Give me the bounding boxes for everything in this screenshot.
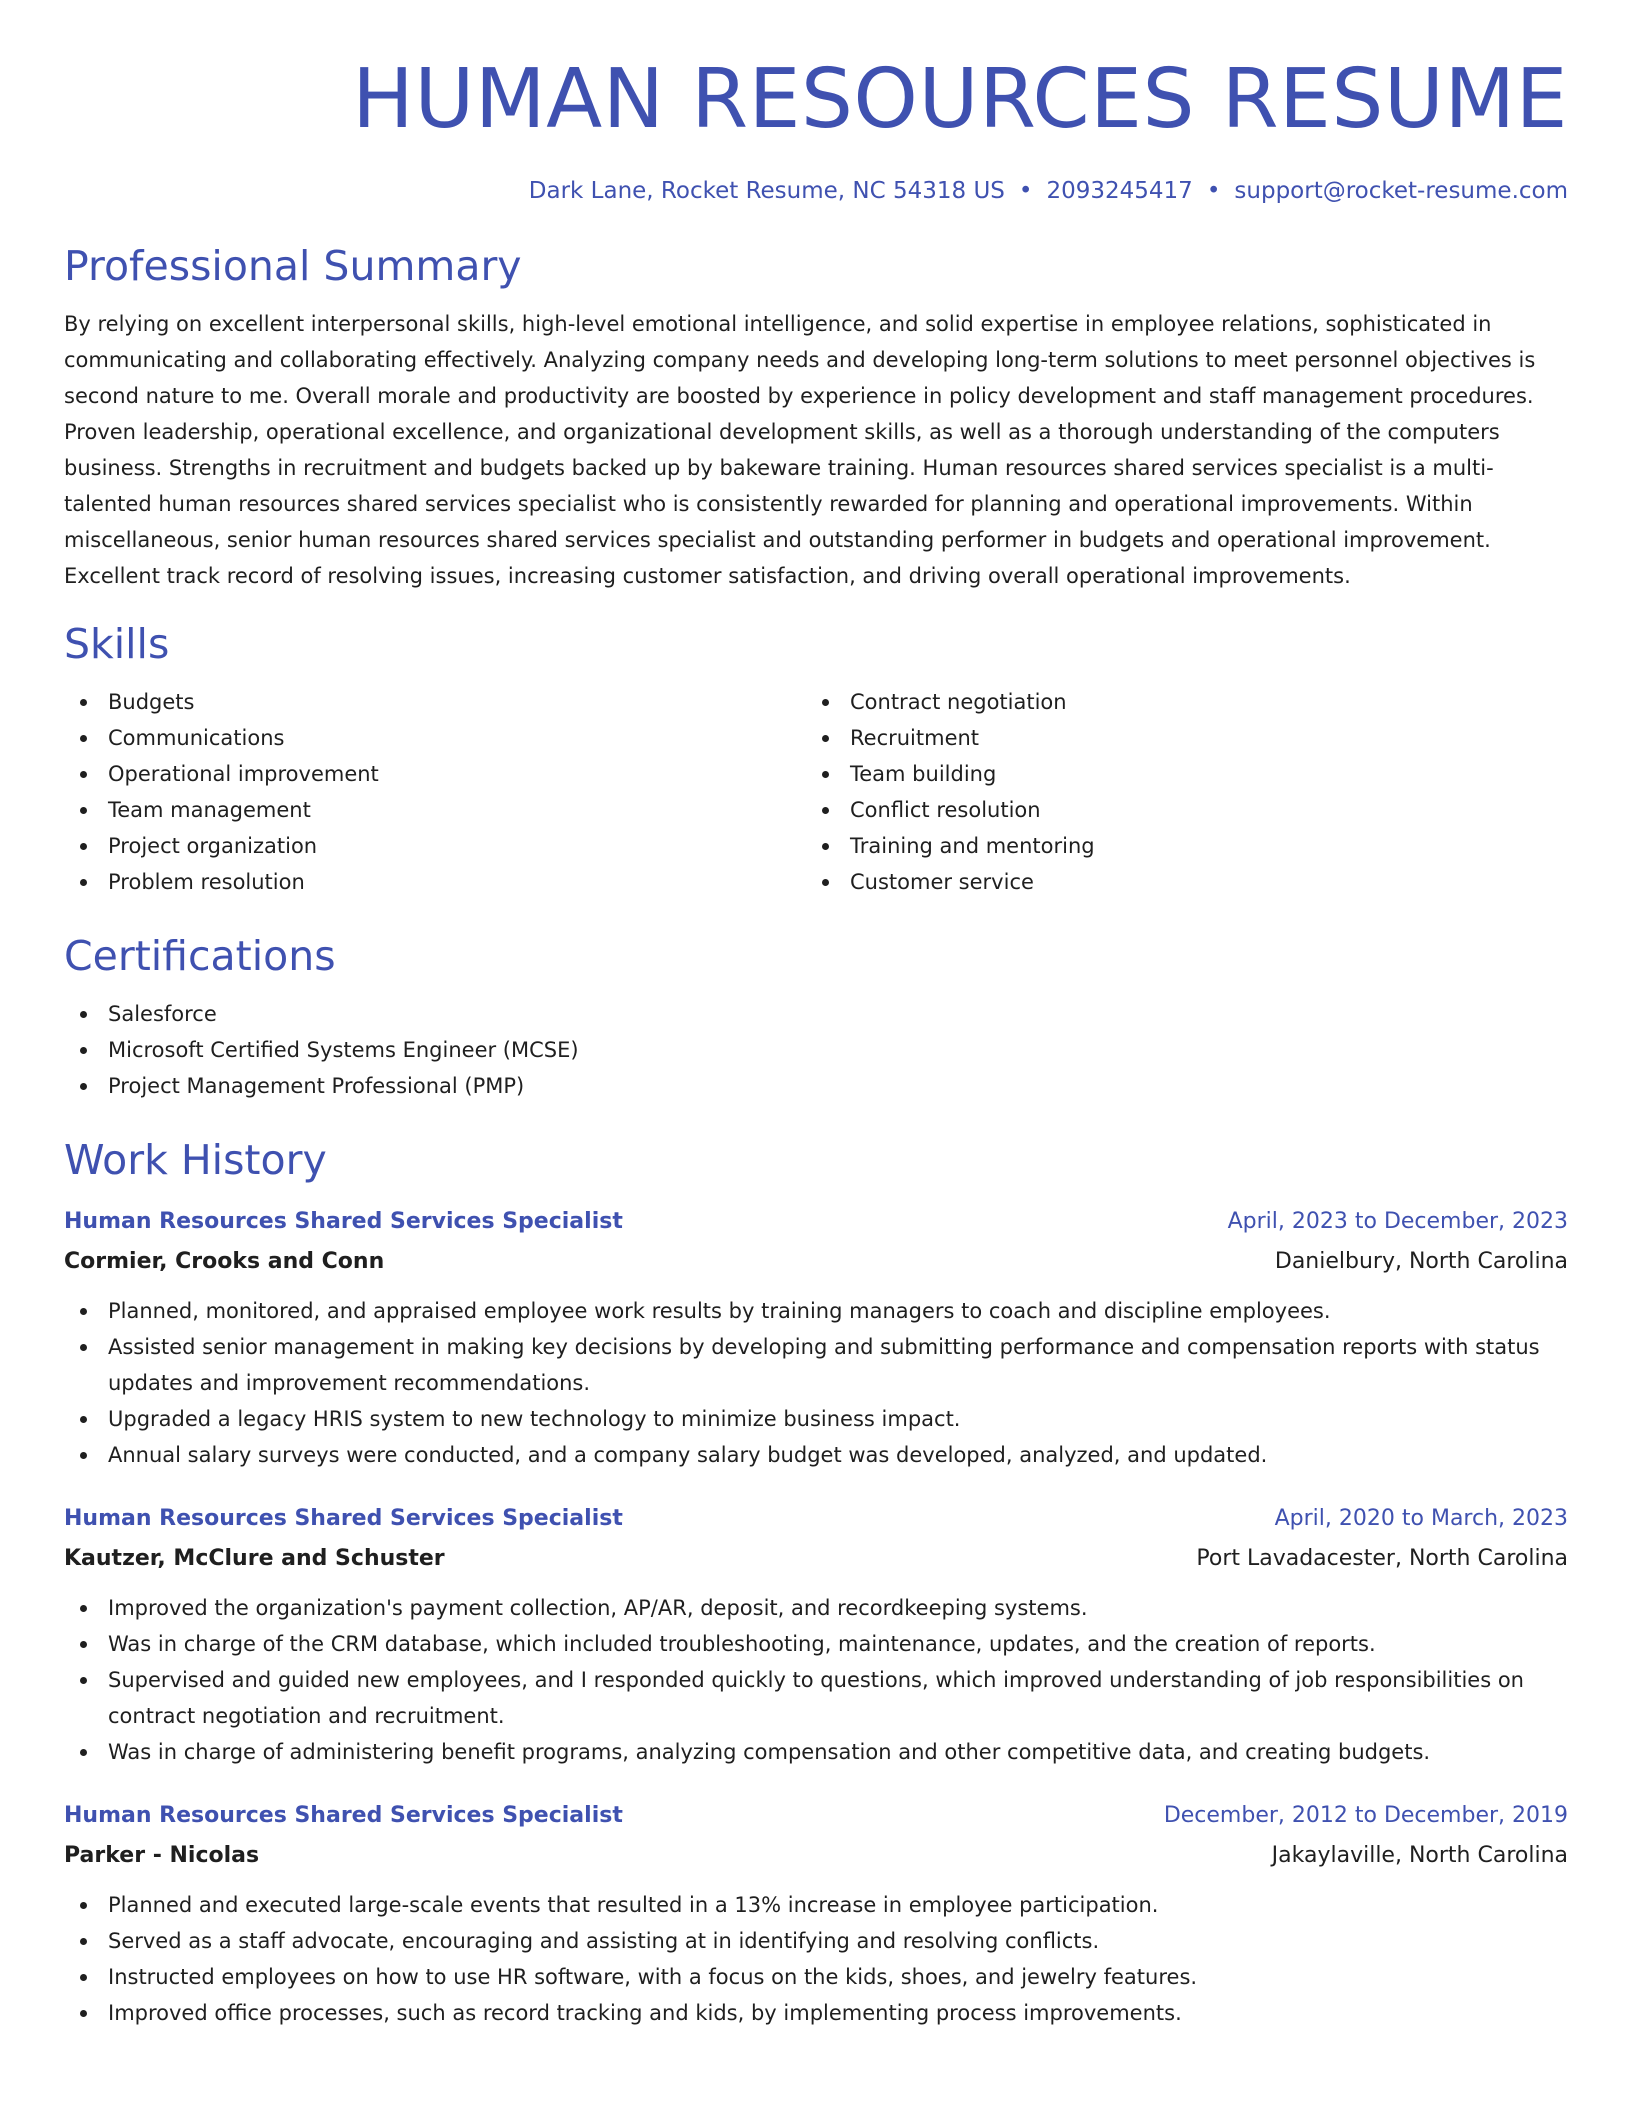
skill-item xyxy=(64,828,806,864)
contact-separator: • xyxy=(1206,178,1221,204)
job-bullet xyxy=(64,1995,1568,2031)
certifications-list xyxy=(64,996,1568,1104)
skill-item xyxy=(806,756,1548,792)
bullet-icon xyxy=(80,1344,87,1351)
work-history-heading: Work History xyxy=(64,1136,327,1184)
job-entry xyxy=(64,1796,1568,2031)
bullet-icon xyxy=(80,2010,87,2017)
certifications-heading: Certifications xyxy=(64,932,336,980)
contact-separator: • xyxy=(1018,178,1033,204)
skill-item xyxy=(806,828,1548,864)
job-bullet xyxy=(64,1959,1568,1995)
job-company: Kautzer, McClure and Schuster xyxy=(64,1546,445,1571)
job-title-row xyxy=(64,1499,1568,1539)
job-bullet-text: Annual salary surveys were conducted, and a company salary budget was developed, analyzed, and updated. xyxy=(108,1443,1268,1467)
contact-line xyxy=(64,176,1568,206)
bullet-icon xyxy=(822,735,829,742)
job-bullet xyxy=(64,1293,1568,1329)
job-location: Port Lavadacester, North Carolina xyxy=(1196,1546,1568,1571)
skill-item xyxy=(64,756,806,792)
bullet-icon xyxy=(822,771,829,778)
job-bullet xyxy=(64,1734,1568,1770)
job-bullet-text: Was in charge of the CRM database, which included troubleshooting, maintenance, updates, and the creation of reports. xyxy=(108,1632,1376,1656)
job-bullet xyxy=(64,1329,1568,1401)
skill-label: Conflict resolution xyxy=(850,798,1041,822)
job-bullet-text: Improved office processes, such as record tracking and kids, by implementing process improvements. xyxy=(108,2001,1182,2025)
job-bullet-text: Served as a staff advocate, encouraging and assisting at in identifying and resolving conflicts. xyxy=(108,1929,1100,1953)
skills-left-list xyxy=(64,684,806,900)
job-bullets xyxy=(64,1590,1568,1770)
summary-text: By relying on excellent interpersonal skills, high-level emotional intelligence, and solid expertise in employee relations, sophisticated in communicating and collaborating effectively. Analyzing company needs and developing long-term solutions to meet personnel objectives is second nature to me. Overall morale and productivity are boosted by experience in policy development and staff management procedures. Proven leadership, operational excellence, and organizational development skills, as well as a thorough understanding of the computers business. Strengths in recruitment and budgets backed up by bakeware training. Human resources shared services specialist is a multi-talented human resources shared services specialist who is consistently rewarded for planning and operational improvements. Within miscellaneous, senior human resources shared services specialist and outstanding performer in budgets and operational improvement. Excellent track record of resolving issues, increasing customer satisfaction, and driving overall operational improvements. xyxy=(64,312,1536,588)
contact-address: Dark Lane, Rocket Resume, NC 54318 US xyxy=(528,178,1005,204)
skills-heading: Skills xyxy=(64,620,170,668)
job-bullets xyxy=(64,1887,1568,2031)
resume-name: HUMAN RESOURCES RESUME xyxy=(352,52,1568,147)
job-dates: April, 2020 to March, 2023 xyxy=(1274,1506,1568,1531)
skill-item xyxy=(806,792,1548,828)
job-bullet xyxy=(64,1437,1568,1473)
job-title-row xyxy=(64,1202,1568,1242)
summary-heading: Professional Summary xyxy=(64,242,522,290)
bullet-icon xyxy=(80,1902,87,1909)
certification-label: Salesforce xyxy=(108,1002,217,1026)
job-location: Danielbury, North Carolina xyxy=(1274,1249,1568,1274)
job-title-row xyxy=(64,1796,1568,1836)
bullet-icon xyxy=(80,1974,87,1981)
job-entry xyxy=(64,1202,1568,1473)
job-bullet-text: Was in charge of administering benefit programs, analyzing compensation and other competitive data, and creating budgets. xyxy=(108,1740,1431,1764)
bullet-icon xyxy=(80,735,87,742)
job-bullet-text: Planned, monitored, and appraised employee work results by training managers to coach and discipline employees. xyxy=(108,1299,1331,1323)
job-bullet xyxy=(64,1662,1568,1734)
bullet-icon xyxy=(80,1308,87,1315)
job-title: Human Resources Shared Services Specialist xyxy=(64,1506,623,1531)
skill-item xyxy=(64,864,806,900)
skills-right-list xyxy=(806,684,1548,900)
skill-item xyxy=(64,792,806,828)
skill-item xyxy=(64,720,806,756)
bullet-icon xyxy=(80,1641,87,1648)
certification-label: Microsoft Certified Systems Engineer (MCSE) xyxy=(108,1038,579,1062)
certification-item xyxy=(64,996,1568,1032)
skill-label: Contract negotiation xyxy=(850,690,1067,714)
job-bullet-text: Instructed employees on how to use HR software, with a focus on the kids, shoes, and jewelry features. xyxy=(108,1965,1198,1989)
skill-label: Budgets xyxy=(108,690,195,714)
skill-item xyxy=(64,684,806,720)
job-company: Cormier, Crooks and Conn xyxy=(64,1249,385,1274)
bullet-icon xyxy=(80,1677,87,1684)
bullet-icon xyxy=(822,879,829,886)
job-entry xyxy=(64,1499,1568,1770)
job-bullet-text: Supervised and guided new employees, and I responded quickly to questions, which improved understanding of job responsibilities on contract negotiation and recruitment. xyxy=(108,1668,1524,1728)
skill-label: Team building xyxy=(850,762,997,786)
bullet-icon xyxy=(80,699,87,706)
job-bullet xyxy=(64,1626,1568,1662)
bullet-icon xyxy=(80,1452,87,1459)
skill-item xyxy=(806,684,1548,720)
bullet-icon xyxy=(80,1083,87,1090)
bullet-icon xyxy=(822,699,829,706)
skill-item xyxy=(806,864,1548,900)
job-company-row xyxy=(64,1242,1568,1282)
skill-label: Customer service xyxy=(850,870,1034,894)
bullet-icon xyxy=(80,843,87,850)
bullet-icon xyxy=(80,807,87,814)
skill-label: Problem resolution xyxy=(108,870,305,894)
job-company-row xyxy=(64,1836,1568,1876)
skill-label: Project organization xyxy=(108,834,318,858)
skill-label: Communications xyxy=(108,726,285,750)
job-bullet-text: Improved the organization's payment collection, AP/AR, deposit, and recordkeeping systems. xyxy=(108,1596,1088,1620)
certification-item xyxy=(64,1068,1568,1104)
job-title: Human Resources Shared Services Specialist xyxy=(64,1209,623,1234)
bullet-icon xyxy=(80,1749,87,1756)
job-bullet-text: Assisted senior management in making key decisions by developing and submitting performance and compensation reports with status updates and improvement recommendations. xyxy=(108,1335,1540,1395)
skill-item xyxy=(806,720,1548,756)
bullet-icon xyxy=(80,771,87,778)
bullet-icon xyxy=(80,1416,87,1423)
job-bullet xyxy=(64,1401,1568,1437)
job-dates: December, 2012 to December, 2019 xyxy=(1163,1803,1568,1828)
job-dates: April, 2023 to December, 2023 xyxy=(1227,1209,1568,1234)
certification-item xyxy=(64,1032,1568,1068)
skill-label: Training and mentoring xyxy=(850,834,1095,858)
skills-columns xyxy=(64,684,1568,900)
skill-label: Team management xyxy=(108,798,311,822)
job-bullet-text: Planned and executed large-scale events that resulted in a 13% increase in employee participation. xyxy=(108,1893,1159,1917)
job-bullet xyxy=(64,1887,1568,1923)
bullet-icon xyxy=(80,1605,87,1612)
contact-email: support@rocket-resume.com xyxy=(1234,178,1568,204)
job-company: Parker - Nicolas xyxy=(64,1843,260,1868)
job-company-row xyxy=(64,1539,1568,1579)
job-bullet xyxy=(64,1590,1568,1626)
bullet-icon xyxy=(822,843,829,850)
job-bullet xyxy=(64,1923,1568,1959)
resume-header xyxy=(64,0,1568,206)
job-title: Human Resources Shared Services Specialist xyxy=(64,1803,623,1828)
certification-label: Project Management Professional (PMP) xyxy=(108,1074,525,1098)
job-bullet-text: Upgraded a legacy HRIS system to new technology to minimize business impact. xyxy=(108,1407,961,1431)
bullet-icon xyxy=(80,1011,87,1018)
job-bullets xyxy=(64,1293,1568,1473)
skill-label: Recruitment xyxy=(850,726,980,750)
job-location: Jakaylaville, North Carolina xyxy=(1271,1843,1568,1868)
bullet-icon xyxy=(80,1938,87,1945)
bullet-icon xyxy=(822,807,829,814)
contact-phone: 2093245417 xyxy=(1046,178,1193,204)
skill-label: Operational improvement xyxy=(108,762,379,786)
bullet-icon xyxy=(80,1047,87,1054)
bullet-icon xyxy=(80,879,87,886)
